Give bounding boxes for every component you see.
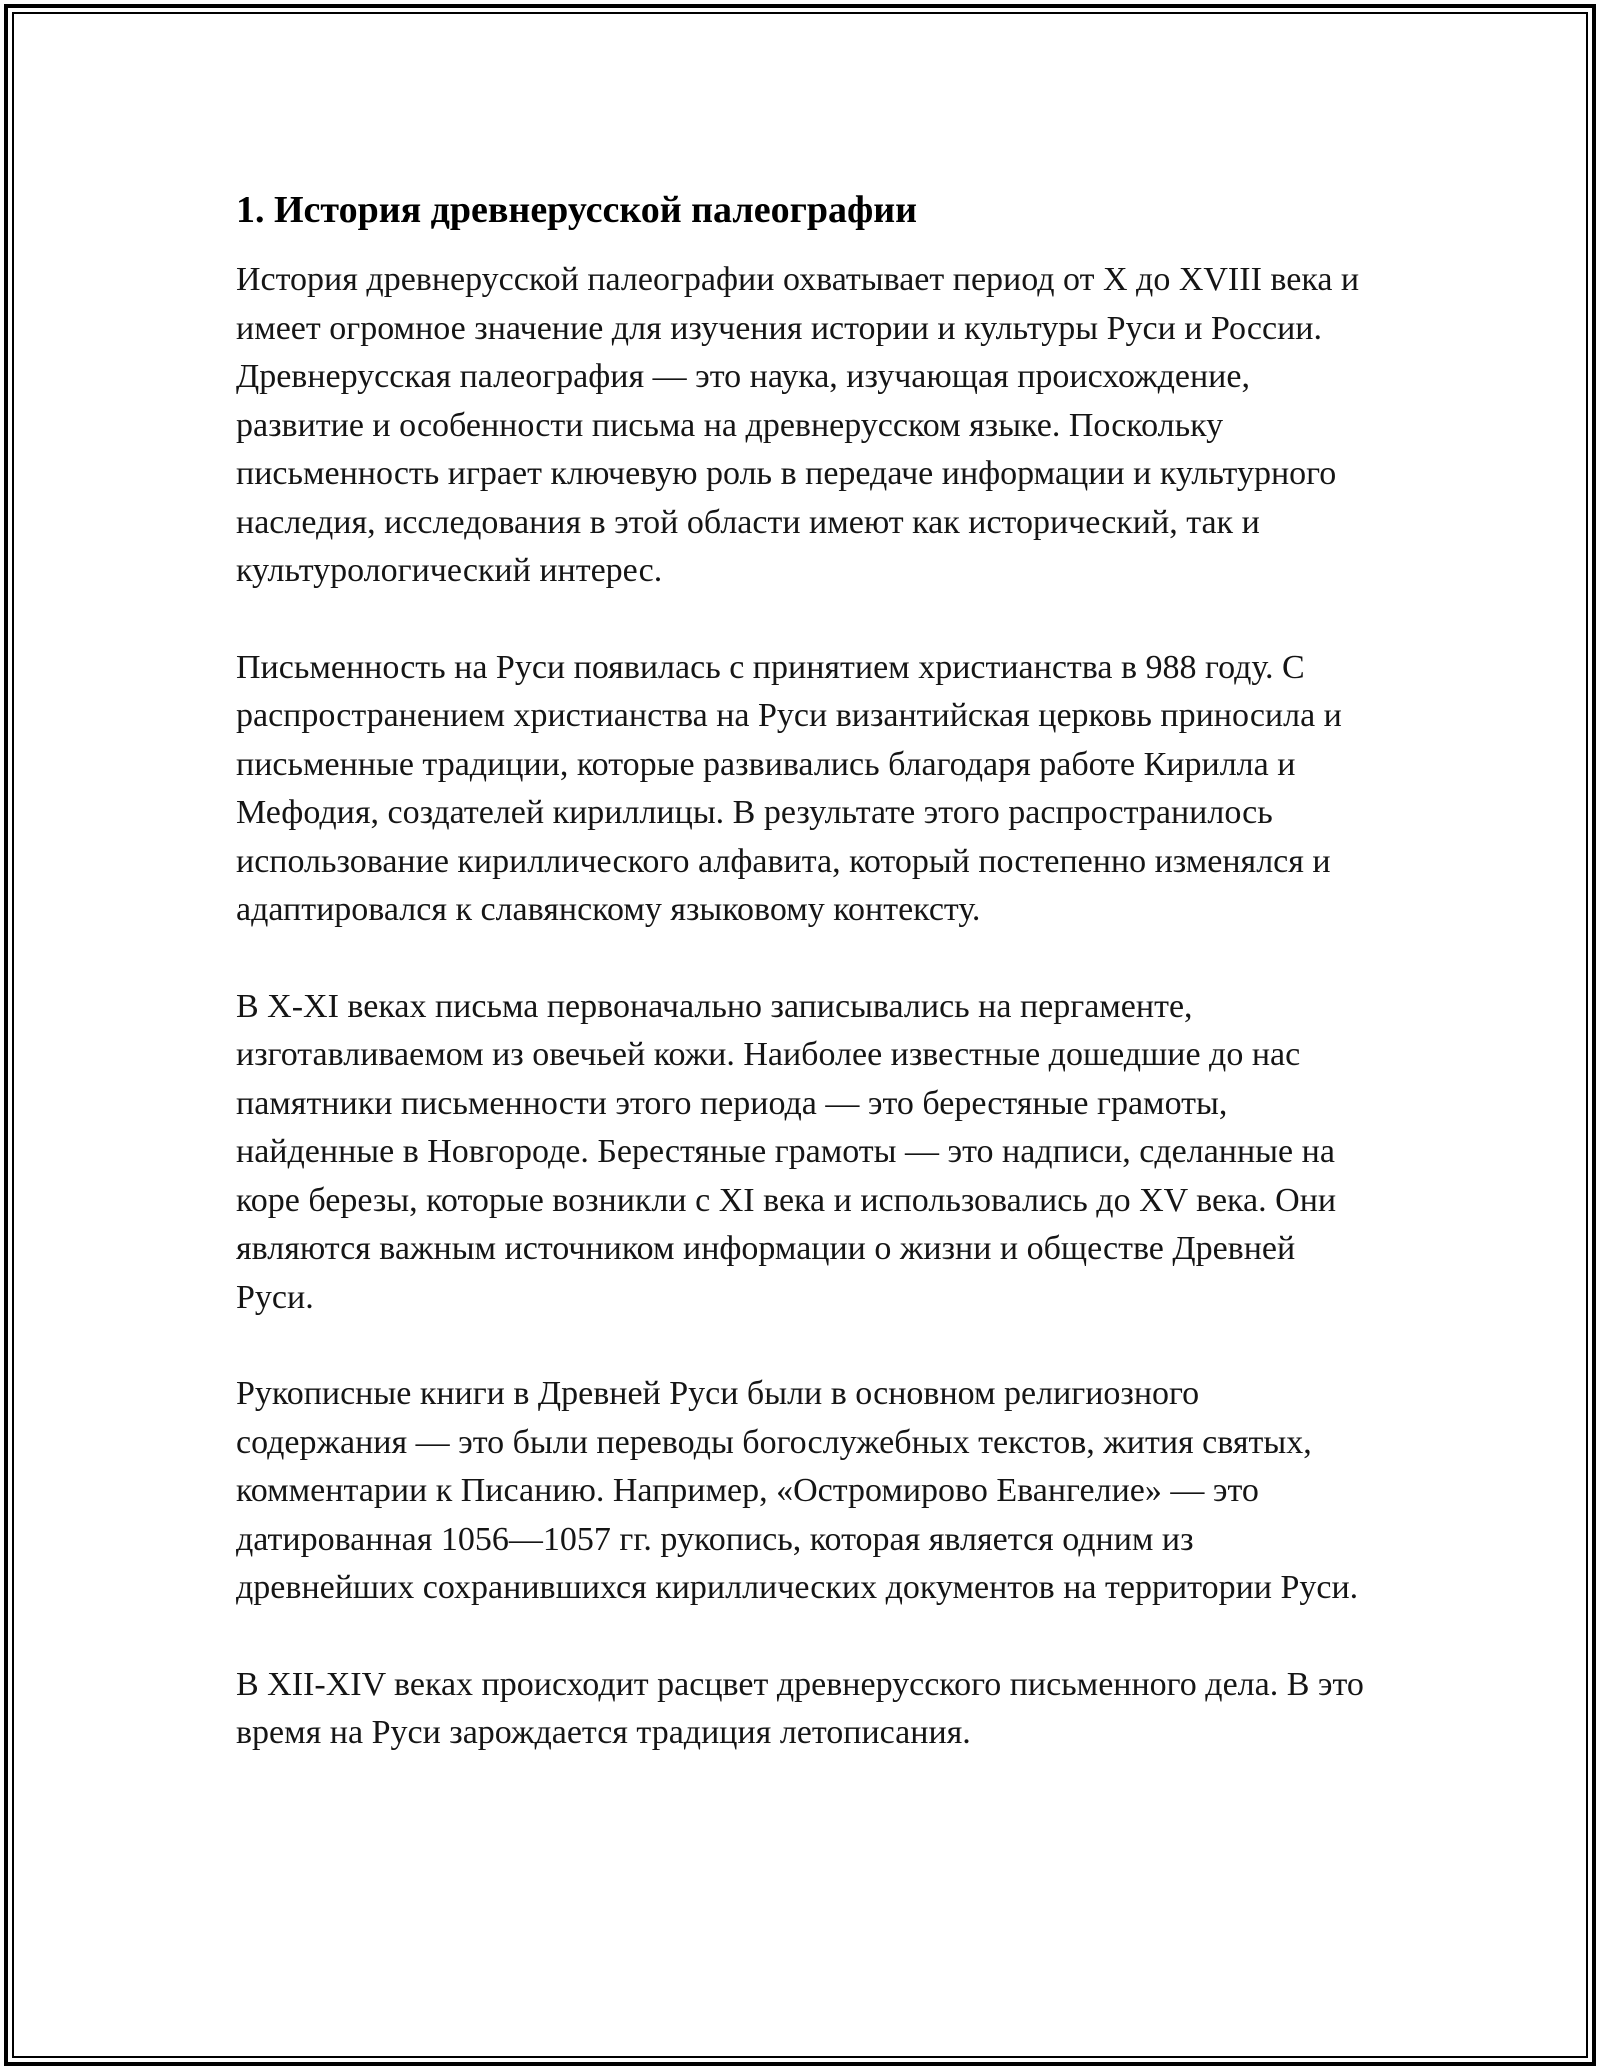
paragraph-3: В X-XI веках письма первоначально записывались на пергаменте, изготавливаемом из овечьей кожи. Наиболее известные дошедшие до нас памятники письменности этого периода — это берестяные грамоты, найденные в Новгороде. Берестяные грамоты — это надписи, сделанные на коре березы, которые возникли с XI века и использовались до XV века. Они являются важным источником информации о жизни и обществе Древней Руси. [236, 987, 1337, 1316]
paragraph-5: В XII-XIV веках происходит расцвет древнерусского письменного дела. В это время на Руси зарождается традиция летописания. [236, 1665, 1364, 1751]
paragraph-1: История древнерусской палеографии охватывает период от X до XVIII века и имеет огромное значение для изучения истории и культуры Руси и России. Древнерусская палеография — это наука, изучающая происхождение, развитие и особенности письма на древнерусском языке. Поскольку письменность играет ключевую роль в передаче информации и культурного наследия, исследования в этой области имеют как исторический, так и культурологический интерес. [236, 261, 1360, 589]
section-heading: 1. История древнерусской палеографии [236, 189, 918, 231]
document-body [236, 186, 1376, 1806]
paragraph-2: Письменность на Руси появилась с принятием христианства в 988 году. С распространением христианства на Руси византийская церковь приносила и письменные традиции, которые развивались благодаря работе Кирилла и Мефодия, создателей кириллицы. В результате этого распространилось использование кириллического алфавита, который постепенно изменялся и адаптировался к славянскому языковому контексту. [236, 648, 1342, 928]
paragraph-4: Рукописные книги в Древней Руси были в основном религиозного содержания — это были переводы богослужебных текстов, жития святых, комментарии к Писанию. Например, «Остромирово Евангелие» — это датированная 1056—1057 гг. рукопись, которая является одним из древнейших сохранившихся кириллических документов на территории Руси. [236, 1375, 1359, 1606]
